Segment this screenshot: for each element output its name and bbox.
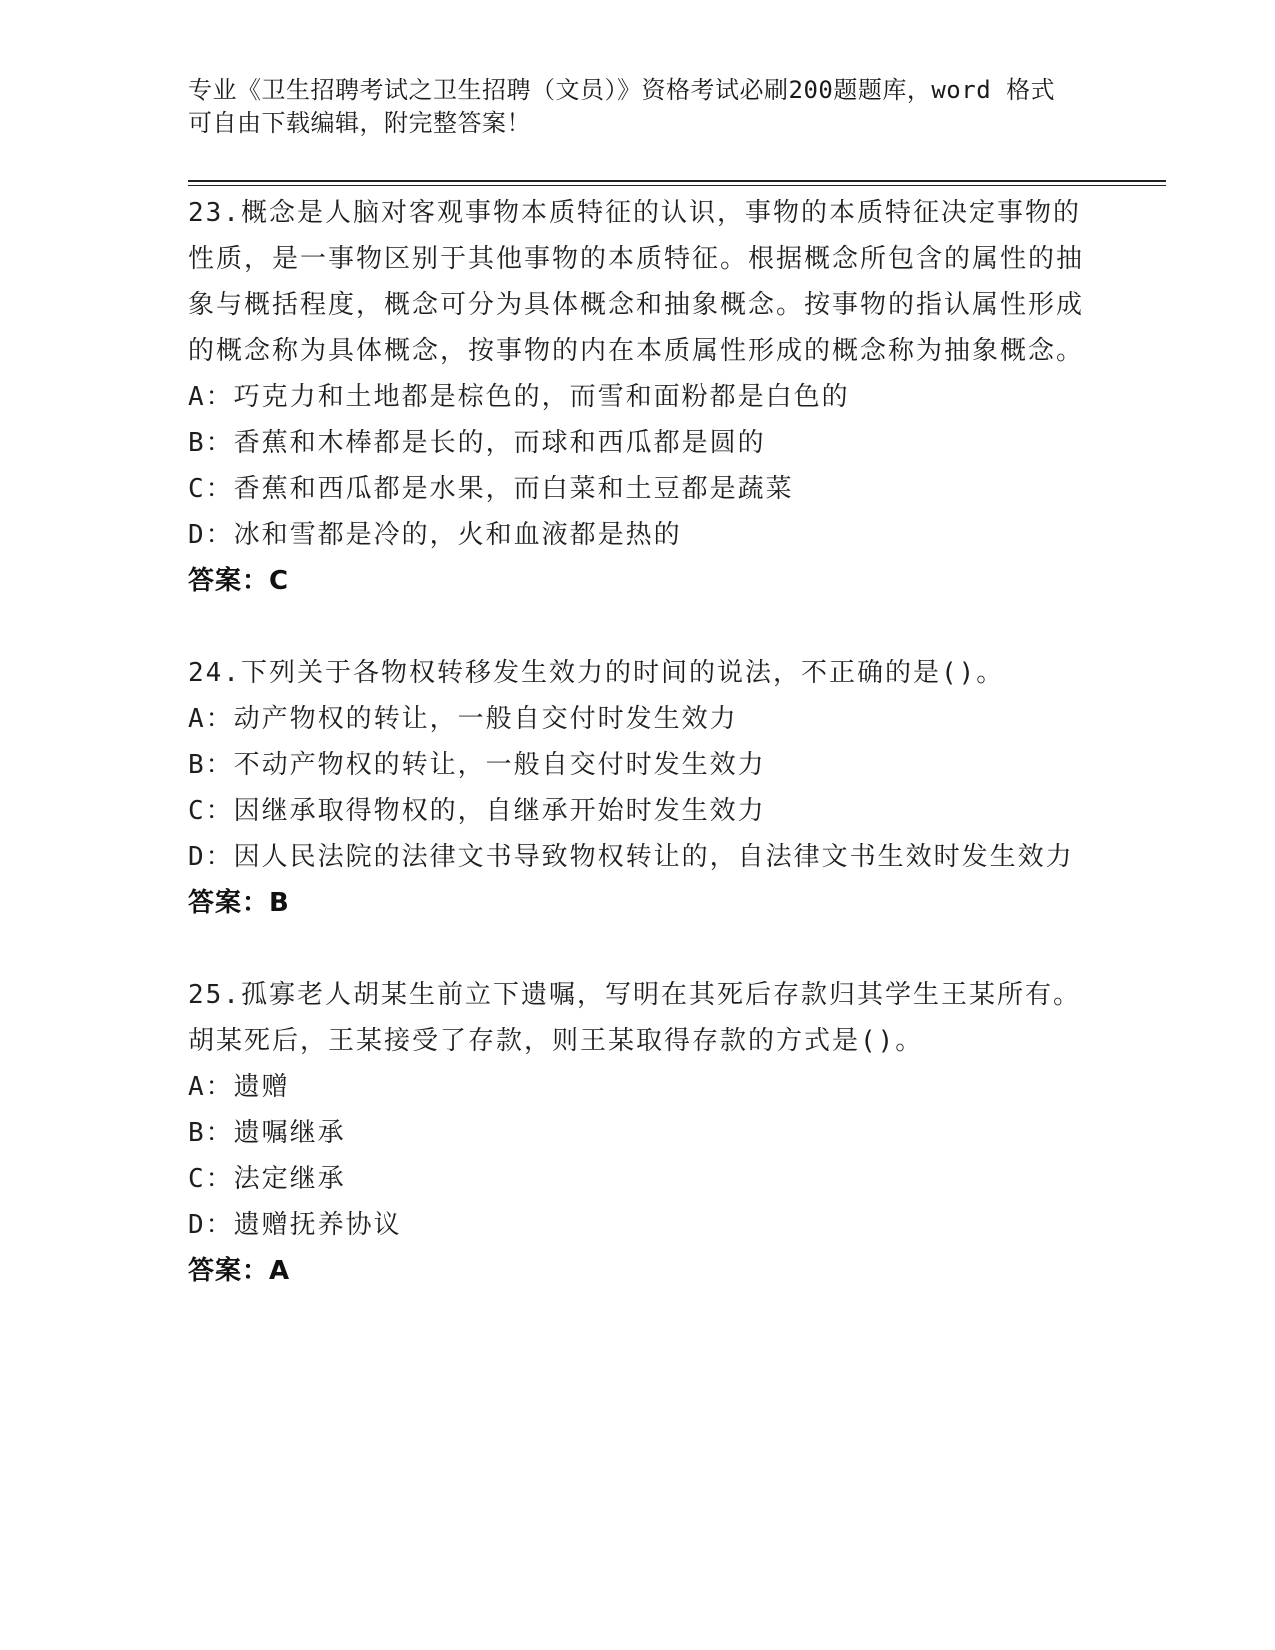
- option-c: C：香蕉和西瓜都是水果，而白菜和土豆都是蔬菜: [188, 474, 794, 504]
- option-b: B：遗嘱继承: [188, 1118, 346, 1148]
- question-25: [188, 972, 1088, 1294]
- question-24: [188, 650, 1088, 926]
- option-c: C：法定继承: [188, 1164, 346, 1194]
- answer-label: 答案：C: [188, 566, 290, 596]
- header-divider-thin: [188, 185, 1166, 186]
- question-stem: 23.概念是人脑对客观事物本质特征的认识，事物的本质特征决定事物的性质，是一事物区别于其他事物的本质特征。根据概念所包含的属性的抽象与概括程度，概念可分为具体概念和抽象概念。按事物的指认属性形成的概念称为具体概念，按事物的内在本质属性形成的概念称为抽象概念。: [188, 198, 1085, 366]
- option-d: D：冰和雪都是冷的，火和血液都是热的: [188, 520, 682, 550]
- answer-label: 答案：B: [188, 888, 290, 918]
- header-divider-thick: [188, 180, 1166, 182]
- option-b: B：香蕉和木棒都是长的，而球和西瓜都是圆的: [188, 428, 766, 458]
- option-c: C：因继承取得物权的，自继承开始时发生效力: [188, 796, 766, 826]
- answer-label: 答案：A: [188, 1256, 291, 1286]
- option-a: A：遗赠: [188, 1072, 290, 1102]
- option-d: D：因人民法院的法律文书导致物权转让的，自法律文书生效时发生效力: [188, 842, 1074, 872]
- option-a: A：巧克力和土地都是棕色的，而雪和面粉都是白色的: [188, 382, 850, 412]
- question-list: [188, 190, 1088, 1340]
- document-header: 专业《卫生招聘考试之卫生招聘（文员）》资格考试必刷200题题库，word 格式可自由下载编辑，附完整答案！: [188, 76, 1056, 137]
- option-b: B：不动产物权的转让，一般自交付时发生效力: [188, 750, 766, 780]
- question-23: [188, 190, 1088, 604]
- option-d: D：遗赠抚养协议: [188, 1210, 402, 1240]
- question-stem: 24.下列关于各物权转移发生效力的时间的说法，不正确的是()。: [188, 658, 1005, 688]
- option-a: A：动产物权的转让，一般自交付时发生效力: [188, 704, 738, 734]
- question-stem: 25.孤寡老人胡某生前立下遗嘱，写明在其死后存款归其学生王某所有。胡某死后，王某接受了存款，则王某取得存款的方式是()。: [188, 980, 1081, 1056]
